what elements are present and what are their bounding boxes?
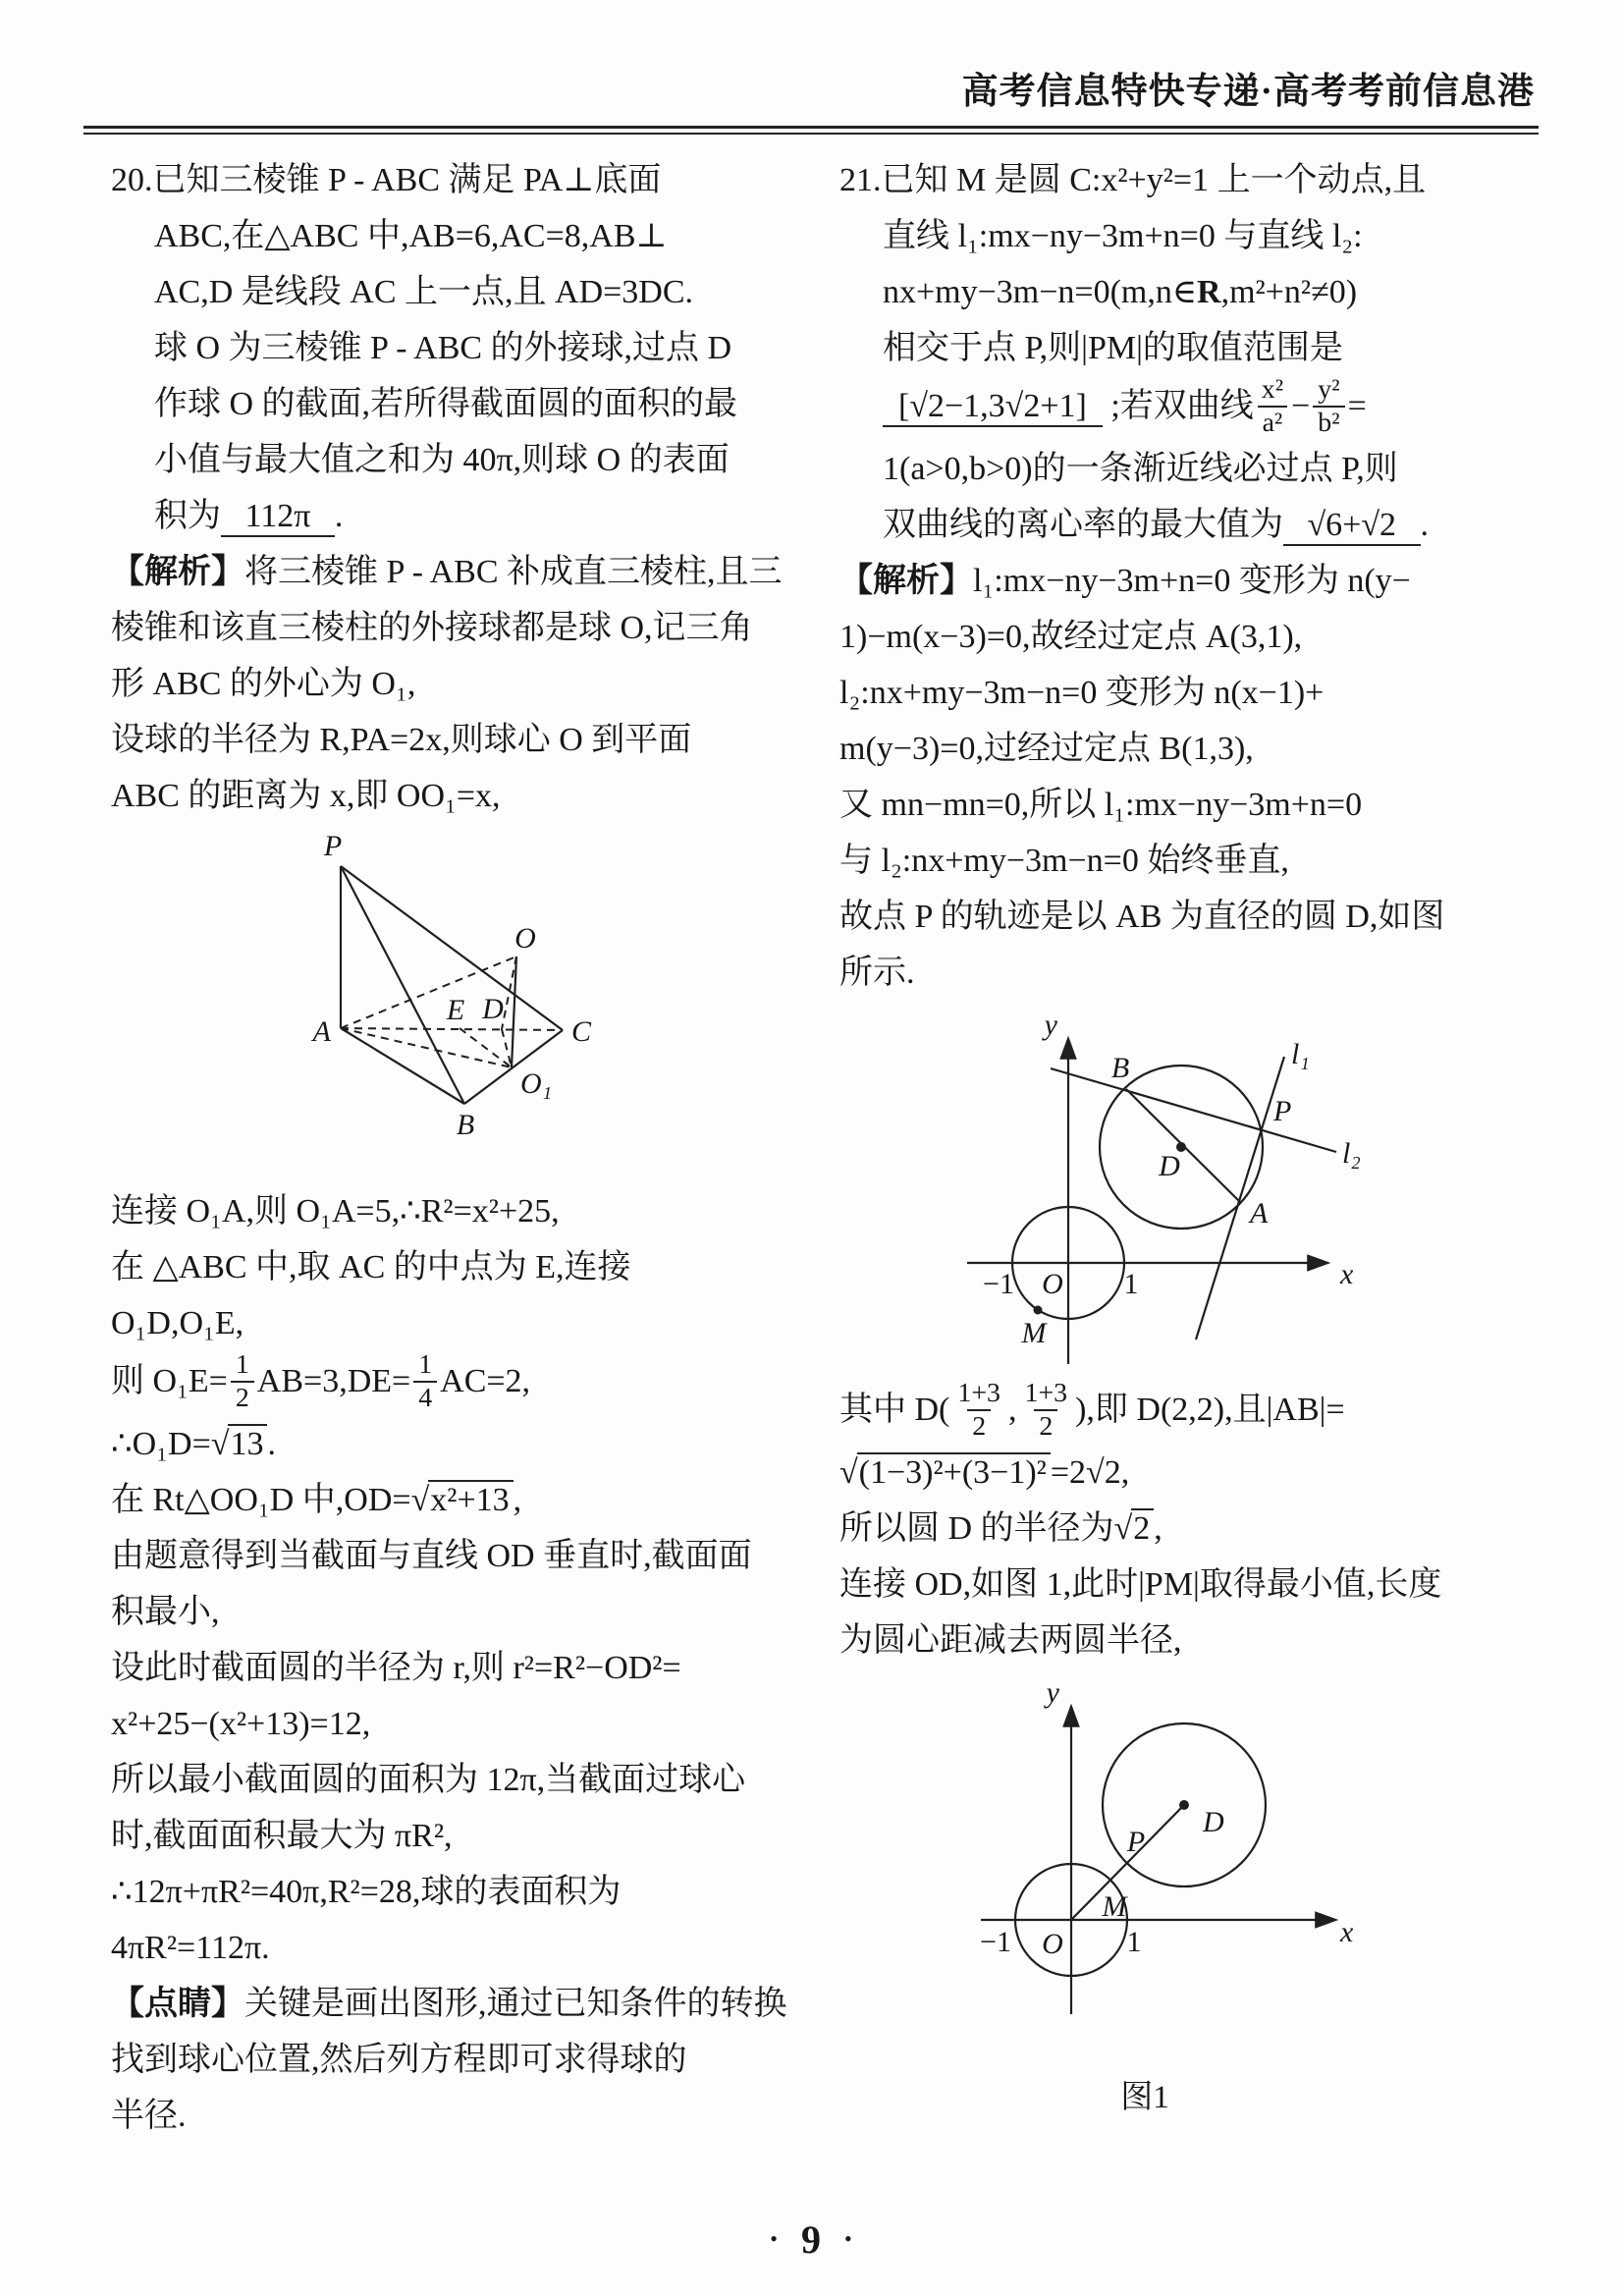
text-line: 在 △ABC 中,取 AC 的中点为 E,连接 — [111, 1249, 631, 1285]
problem-20-statement — [111, 152, 805, 544]
figure-min-distance — [924, 1682, 1578, 2075]
text-line: 直线 l₁:mx−ny−3m+n=0 与直线 l₂: — [883, 218, 1363, 254]
label-M: M — [1021, 1317, 1047, 1350]
figure-caption: 图1 — [1120, 2080, 1169, 2116]
header-double-rule — [83, 126, 1539, 135]
text-line: 双曲线的离心率的最大值为 √6+√2 . — [839, 497, 1578, 553]
text-line: 故点 P 的轨迹是以 AB 为直径的圆 D,如图 — [839, 899, 1445, 936]
text-line: 球 O 为三棱锥 P - ABC 的外接球,过点 D — [154, 330, 732, 366]
footer-dot-right: • — [844, 2226, 852, 2251]
label-x: x — [1340, 1916, 1354, 1949]
text-line: 时,截面面积最大为 πR², — [111, 1818, 453, 1855]
figure-locus-circles — [938, 1012, 1578, 1376]
text-line: ABC,在△ABC 中,AB=6,AC=8,AB⊥ — [154, 218, 668, 254]
label-l2: l₂ — [1342, 1137, 1361, 1171]
problem-20-analysis-part2 — [111, 1183, 805, 1976]
text-line: ∴O₁D=√13 . — [111, 1426, 276, 1463]
text-line: 在 Rt△OO₁D 中,OD=√x²+13 , — [111, 1482, 522, 1519]
text-line: l₂:nx+my−3m−n=0 变形为 n(x−1)+ — [839, 675, 1325, 712]
text-line: 【解析】l₁:mx−ny−3m+n=0 变形为 n(y− — [839, 563, 1411, 600]
text-line: nx+my−3m−n=0(m,n∈R,m²+n²≠0) — [883, 274, 1358, 310]
text-line: 又 mn−mn=0,所以 l₁:mx−ny−3m+n=0 — [839, 787, 1363, 824]
text-line: 其中 D( $\frac{1+3}{2}$ , $\frac{1+3}{2}$ ),即 D(2,2),且|AB|= — [839, 1378, 1345, 1443]
text-line: 半径. — [111, 2098, 187, 2135]
label-x: x — [1340, 1258, 1354, 1291]
text-line: AC,D 是线段 AC 上一点,且 AD=3DC. — [154, 274, 694, 310]
column-right — [839, 152, 1578, 2144]
text-line: 设此时截面圆的半径为 r,则 r²=R²−OD²= — [111, 1650, 681, 1687]
label-A: A — [1250, 1197, 1269, 1230]
text-line: 由题意得到当截面与直线 OD 垂直时,截面面 — [111, 1538, 752, 1575]
text-line: 所示. — [839, 955, 915, 992]
line-l2 — [1051, 1068, 1336, 1152]
figure-min-distance-svg — [924, 1682, 1366, 2075]
footer-dot-left: • — [770, 2226, 778, 2251]
text-line: 棱锥和该直三棱柱的外接球都是球 O,记三角 — [111, 610, 753, 646]
text-line: m(y−3)=0,过经过定点 B(1,3), — [839, 731, 1254, 768]
label-D: D — [482, 993, 504, 1025]
line-l1 — [1196, 1057, 1284, 1339]
label-O: O — [514, 922, 536, 955]
figure-tetrahedron-svg — [246, 834, 708, 1177]
text-line: √(1−3)²+(3−1)² =2√2, — [839, 1454, 1130, 1492]
text-line: 【点睛】关键是画出图形,通过已知条件的转换 — [111, 1986, 787, 2023]
label-O: O — [1042, 1268, 1063, 1301]
label-neg1: −1 — [983, 1268, 1014, 1301]
label-y: y — [1046, 1682, 1059, 1710]
label-A: A — [312, 1015, 331, 1048]
label-M: M — [1102, 1890, 1127, 1924]
text-line: 1)−m(x−3)=0,故经过定点 A(3,1), — [839, 619, 1303, 656]
problem-21-statement — [839, 152, 1578, 553]
edge-AC-dashed — [341, 1028, 563, 1030]
text-line: 连接 O₁A,则 O₁A=5,∴R²=x²+25, — [111, 1193, 560, 1230]
label-O1: O₁ — [520, 1067, 553, 1100]
point-D — [1179, 1800, 1189, 1810]
text-line: 设球的半径为 R,PA=2x,则球心 O 到平面 — [111, 722, 692, 758]
text-line: 21.已知 M 是圆 C:x²+y²=1 上一个动点,且 — [839, 162, 1427, 198]
text-line: x²+25−(x²+13)=12, — [111, 1706, 371, 1743]
text-line: 20.已知三棱锥 P - ABC 满足 PA⊥底面 — [111, 162, 662, 198]
label-l1: l₁ — [1291, 1038, 1310, 1071]
text-line: 4πR²=112π. — [111, 1930, 270, 1967]
text-line: 小值与最大值之和为 40π,则球 O 的表面 — [154, 442, 730, 478]
label-E: E — [446, 994, 465, 1026]
text-line: 则 O₁E= $\frac{1}{2}$ AB=3,DE= $\frac{1}{4}$ AC=2, — [111, 1349, 531, 1414]
text-line: 相交于点 P,则|PM|的取值范围是 — [883, 330, 1343, 366]
text-line: 连接 OD,如图 1,此时|PM|取得最小值,长度 — [839, 1566, 1442, 1604]
label-B: B — [456, 1109, 475, 1141]
content-columns — [111, 152, 1622, 2144]
label-D: D — [1203, 1806, 1224, 1839]
text-line: 形 ABC 的外心为 O₁, — [111, 666, 416, 702]
figure-tetrahedron — [246, 834, 805, 1177]
text-line: 所以最小截面圆的面积为 12π,当截面过球心 — [111, 1762, 746, 1799]
segment-OD — [1071, 1805, 1184, 1920]
text-line: ∴12π+πR²=40π,R²=28,球的表面积为 — [111, 1874, 622, 1911]
text-line: 1(a>0,b>0)的一条渐近线必过点 P,则 — [883, 451, 1398, 488]
text-line: 与 l₂:nx+my−3m−n=0 始终垂直, — [839, 843, 1289, 880]
problem-21-analysis-part2 — [839, 1380, 1578, 1668]
label-y: y — [1044, 1012, 1057, 1042]
column-left — [111, 152, 805, 2144]
label-P: P — [1126, 1826, 1146, 1859]
text-line: ABC 的距离为 x,即 OO₁=x, — [111, 778, 501, 814]
label-O: O — [1042, 1928, 1063, 1961]
text-line: 作球 O 的截面,若所得截面圆的面积的最 — [154, 386, 738, 422]
label-1: 1 — [1126, 1926, 1142, 1959]
point-M — [1034, 1306, 1043, 1315]
problem-21-analysis-part1 — [839, 553, 1578, 1001]
text-line: 【解析】将三棱锥 P - ABC 补成直三棱柱,且三 — [111, 554, 783, 590]
label-B: B — [1110, 1052, 1130, 1085]
text-line: [√2−1,3√2+1] ;若双曲线 $\frac{\text{x²}}{\text{a²}}$ − $\frac{\text{y²}}{\text{b²}}$ = — [839, 376, 1578, 441]
header-title: 高考信息特快专递·高考考前信息港 — [961, 72, 1535, 112]
problem-20-note — [111, 1976, 805, 2144]
label-1: 1 — [1123, 1268, 1139, 1301]
problem-20-analysis-part1 — [111, 544, 805, 824]
text-line: 积为 112π . — [111, 488, 805, 544]
page-header — [83, 0, 1539, 135]
text-line: O₁D,O₁E, — [111, 1305, 244, 1341]
figure-locus-circles-svg — [938, 1012, 1370, 1376]
label-P: P — [323, 834, 343, 862]
label-P: P — [1273, 1095, 1292, 1128]
page-number: 9 — [801, 2217, 821, 2262]
label-neg1: −1 — [980, 1926, 1011, 1959]
text-line: 积最小, — [111, 1594, 220, 1631]
text-line: 所以圆 D 的半径为√2 , — [839, 1510, 1162, 1548]
label-C: C — [571, 1015, 592, 1048]
page-footer — [0, 2216, 1622, 2263]
text-line: 为圆心距减去两圆半径, — [839, 1622, 1182, 1660]
label-D: D — [1159, 1150, 1180, 1183]
text-line: 找到球心位置,然后列方程即可求得球的 — [111, 2042, 687, 2079]
